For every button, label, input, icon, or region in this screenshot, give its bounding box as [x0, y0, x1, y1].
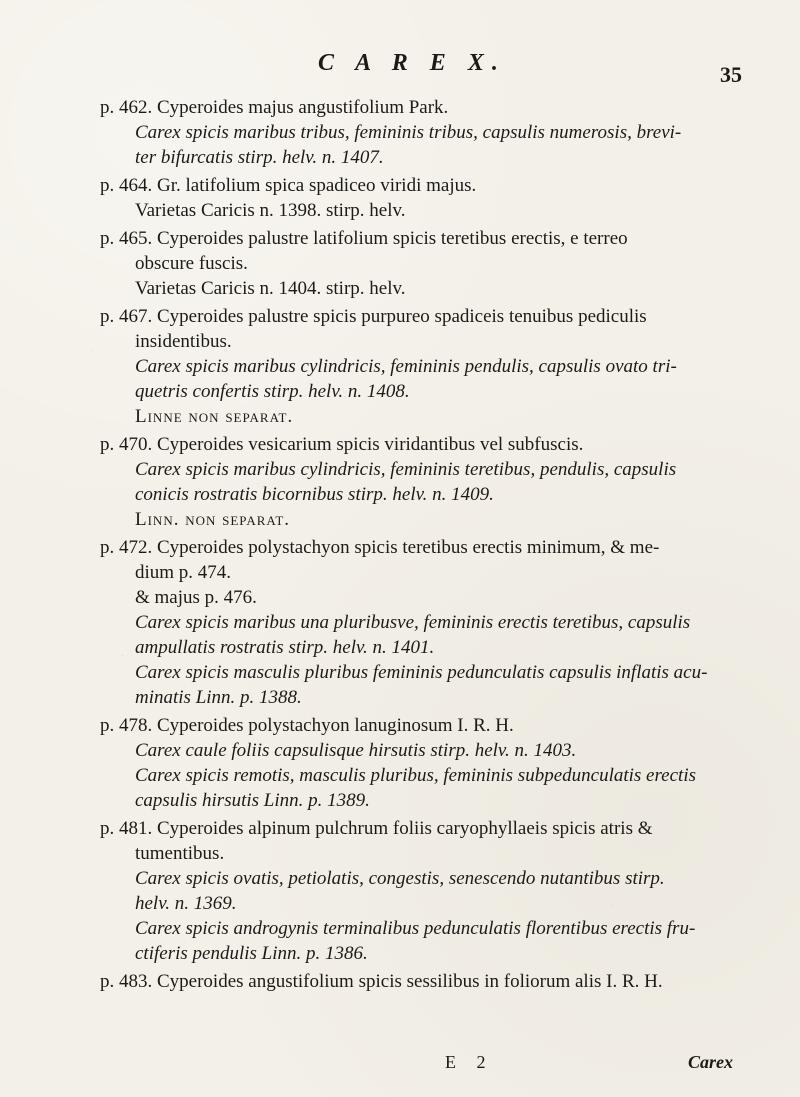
entry-483: [100, 970, 750, 994]
paper-spot: [688, 610, 689, 611]
entry-line: ctiferis pendulis Linn. p. 1386.: [135, 943, 368, 964]
paper-spot: [122, 655, 123, 656]
paper-spot: [92, 350, 93, 351]
entry-line: conicis rostratis bicornibus stirp. helv. n. 1409.: [135, 484, 494, 505]
entry-465: [100, 227, 750, 301]
entry-line: p. 465. Cyperoides palustre latifolium spicis teretibus erectis, e terreo: [100, 228, 628, 249]
entry-line: dium p. 474.: [135, 562, 232, 583]
entry-470: [100, 433, 750, 532]
entry-line: Linne non separat.: [135, 406, 294, 427]
entry-line: Varietas Caricis n. 1398. stirp. helv.: [135, 200, 406, 221]
entry-464: [100, 174, 750, 223]
entry-line: p. 483. Cyperoides angustifolium spicis sessilibus in foliorum alis I. R. H.: [100, 971, 663, 992]
entry-478: [100, 714, 750, 813]
entry-line: Carex spicis masculis pluribus femininis pedunculatis capsulis inflatis acu-: [135, 662, 708, 683]
entry-line: minatis Linn. p. 1388.: [135, 687, 302, 708]
page-number: 35: [720, 62, 742, 87]
entry-line: Carex spicis maribus una pluribusve, femininis erectis teretibus, capsulis: [135, 612, 691, 633]
entry-line: p. 472. Cyperoides polystachyon spicis teretibus erectis minimum, & me-: [100, 537, 660, 558]
entry-line: helv. n. 1369.: [135, 893, 237, 914]
entry-line: p. 467. Cyperoides palustre spicis purpureo spadiceis tenuibus pediculis: [100, 306, 647, 327]
entry-line: Carex spicis ovatis, petiolatis, congestis, senescendo nutantibus stirp.: [135, 868, 665, 889]
catchword: Carex: [688, 1052, 733, 1072]
entry-481: [100, 817, 750, 966]
entry-line: ampullatis rostratis stirp. helv. n. 1401.: [135, 637, 435, 658]
entry-line: p. 478. Cyperoides polystachyon lanuginosum I. R. H.: [100, 715, 514, 736]
paper-spot: [612, 905, 613, 906]
entry-line: Varietas Caricis n. 1404. stirp. helv.: [135, 278, 406, 299]
main-text: [100, 96, 750, 998]
entry-line: Carex caule foliis capsulisque hirsutis stirp. helv. n. 1403.: [135, 740, 577, 761]
entry-462: [100, 96, 750, 170]
entry-line: & majus p. 476.: [135, 587, 257, 608]
entry-line: Carex spicis maribus tribus, femininis tribus, capsulis numerosis, brevi-: [135, 122, 682, 143]
running-title: C A R E X.: [318, 50, 506, 76]
signature-mark: E 2: [445, 1052, 494, 1072]
entry-line: p. 462. Cyperoides majus angustifolium Park.: [100, 97, 449, 118]
entry-line: ter bifurcatis stirp. helv. n. 1407.: [135, 147, 384, 168]
entry-line: p. 481. Cyperoides alpinum pulchrum foliis caryophyllaeis spicis atris &: [100, 818, 653, 839]
entry-line: Linn. non separat.: [135, 509, 291, 530]
entry-line: quetris confertis stirp. helv. n. 1408.: [135, 381, 410, 402]
entry-line: tumentibus.: [135, 843, 225, 864]
entry-line: obscure fuscis.: [135, 253, 248, 274]
page-footer: [0, 1052, 800, 1080]
page-header: [0, 42, 800, 87]
entry-line: capsulis hirsutis Linn. p. 1389.: [135, 790, 370, 811]
entry-line: p. 470. Cyperoides vesicarium spicis viridantibus vel subfuscis.: [100, 434, 584, 455]
entry-467: [100, 305, 750, 429]
entry-472: [100, 536, 750, 710]
entry-line: Carex spicis maribus cylindricis, femininis pendulis, capsulis ovato tri-: [135, 356, 677, 377]
entry-line: insidentibus.: [135, 331, 232, 352]
entry-line: Carex spicis remotis, masculis pluribus, femininis subpedunculatis erectis: [135, 765, 696, 786]
entry-line: p. 464. Gr. latifolium spica spadiceo viridi majus.: [100, 175, 477, 196]
entry-line: Carex spicis maribus cylindricis, femininis teretibus, pendulis, capsulis: [135, 459, 677, 480]
entry-line: Carex spicis androgynis terminalibus pedunculatis florentibus erectis fru-: [135, 918, 696, 939]
